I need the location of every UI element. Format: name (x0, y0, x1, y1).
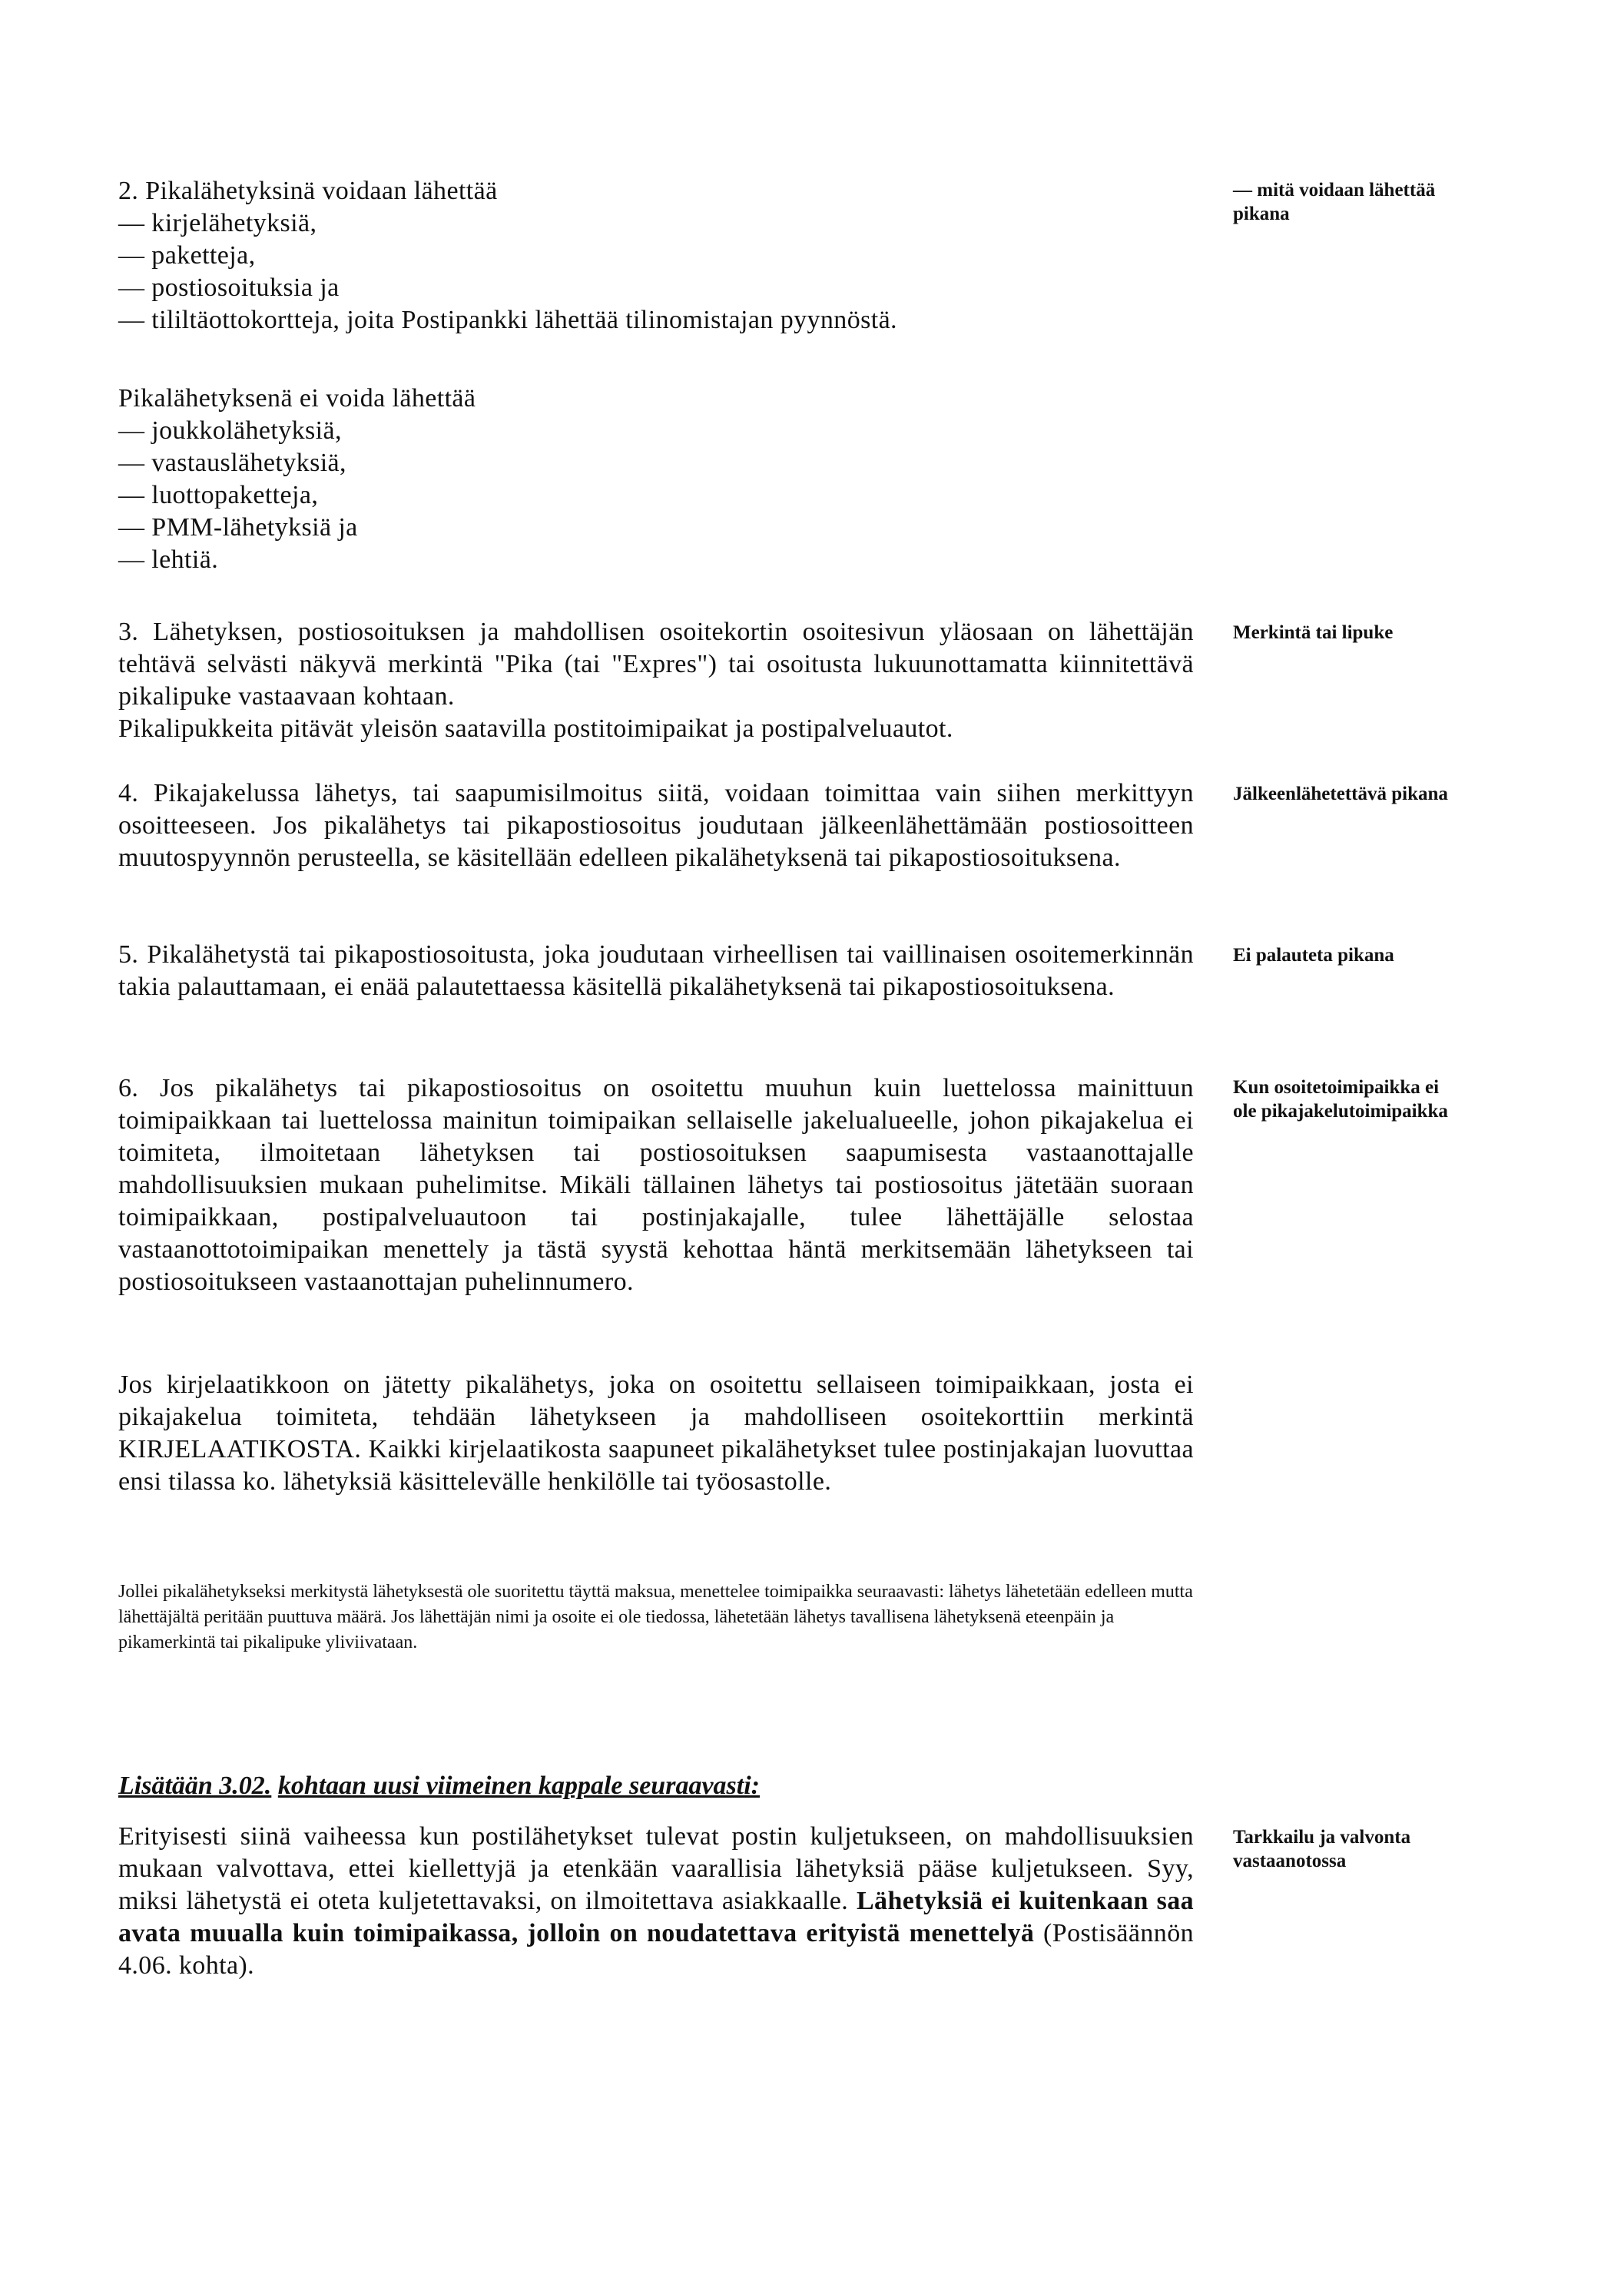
amendment-prefix: Lisätään 3.02. (118, 1772, 272, 1800)
amendment-heading (118, 1772, 760, 1801)
margin-note-section-3: Merkintä tai lipuke (1233, 622, 1394, 643)
not-allowed-item: — PMM-lähetyksiä ja (118, 513, 358, 542)
allowed-item: — kirjelähetyksiä, (118, 209, 317, 237)
not-allowed-item: — vastauslähetyksiä, (118, 449, 346, 477)
section-2-intro: 2. Pikalähetyksinä voidaan lähettää (118, 177, 498, 205)
allowed-item: — paketteja, (118, 241, 256, 270)
not-allowed-item: — lehtiä. (118, 545, 219, 574)
margin-note-section-5: Ei palauteta pikana (1233, 945, 1394, 966)
section-6 (118, 1072, 1194, 1298)
allowed-item: — tililtäottokortteja, joita Postipankki lähettää tilinomistajan pyynnöstä. (118, 306, 897, 334)
amendment-text-normal: Erityisesti siinä vaiheessa kun postilähetykset tulevat postin kuljetukseen, on mahdollisuuksien mukaan valvottava, ettei kiellettyjä ja etenkään vaarallisia lähetyksiä pääse kuljetukseen. Syy, miksi lähetystä ei oteta kuljetettavaksi, on ilmoitettava asiakkaalle. (118, 1822, 1194, 1915)
not-allowed-item: — luottopaketteja, (118, 481, 319, 509)
allowed-item: — postiosoituksia ja (118, 273, 340, 302)
small-print-note: Jollei pikalähetykseksi merkitystä lähetyksestä ole suoritettu täyttä maksua, menettelee toimipaikka seuraavasti: lähetys lähetetään edelleen mutta lähettäjältä peritään puuttuva määrä. Jos lähettäjän nimi ja osoite ei ole tiedossa, lähetetään lähetys tavallisena lähetyksenä eteenpäin ja pikamerkintä tai pikalipuke yliviivataan. (118, 1582, 1193, 1652)
section-4 (118, 777, 1194, 874)
margin-note-amendment: Tarkkailu ja valvonta vastaanotossa (1233, 1827, 1411, 1871)
not-allowed-item: — joukkolähetyksiä, (118, 416, 342, 445)
section-6-paragraph-2 (118, 1369, 1194, 1498)
section-3-text-2: Pikalipukkeita pitävät yleisön saatavilla postitoimipaikat ja postipalveluautot. (118, 714, 953, 743)
section-6-text: 6. Jos pikalähetys tai pikapostiosoitus on osoitettu muuhun kuin luettelossa mainittuun toimipaikkaan tai luettelossa mainitun toimipaikan sellaiselle jakelualueelle, johon pikajakelua ei toimiteta, ilmoitetaan lähetyksen tai postiosoituksen saapumisesta vastaanottajalle mahdollisuuksien mukaan puhelimitse. Mikäli tällainen lähetys tai postiosoitus jätetään suoraan toimipaikkaan, postipalveluautoon tai postinjakajalle, tulee lähettäjälle selostaa vastaanottotoimipaikan menettely ja tästä syystä kehottaa häntä merkitsemään lähetykseen tai postiosoitukseen vastaanottajan puhelinnumero. (118, 1074, 1194, 1296)
section-5-text: 5. Pikalähetystä tai pikapostiosoitusta, joka joudutaan virheellisen tai vaillinaisen osoitemerkinnän takia palauttamaan, ei enää palautettaessa käsitellä pikalähetyksenä tai pikapostiosoituksena. (118, 940, 1194, 1001)
not-allowed-list (118, 383, 1194, 576)
amendment-body (118, 1821, 1194, 1982)
not-allowed-intro: Pikalähetyksenä ei voida lähettää (118, 384, 476, 413)
section-3-text: 3. Lähetyksen, postiosoituksen ja mahdollisen osoitekortin osoitesivun yläosaan on lähettäjän tehtävä selvästi näkyvä merkintä "Pika (tai "Expres") tai osoitusta lukuunottamatta kiinnitettävä pikalipuke vastaavaan kohtaan. (118, 618, 1194, 711)
margin-note-section-2: — mitä voidaan lähettää pikana (1233, 180, 1436, 224)
section-5 (118, 939, 1194, 1003)
amendment-text-end: (Postisäännön 4.06. kohta). (118, 1919, 1194, 1980)
section-3 (118, 616, 1194, 745)
section-2 (118, 175, 1194, 336)
amendment-heading-rest: kohtaan uusi viimeinen kappale seuraavasti: (277, 1772, 760, 1800)
margin-note-section-4: Jälkeenlähetettävä pikana (1233, 784, 1448, 804)
amendment-text-bold: Lähetyksiä ei kuitenkaan saa avata muualla kuin toimipaikassa, jolloin on noudatettava erityistä menettelyä (118, 1887, 1194, 1947)
margin-note-section-6: Kun osoitetoimipaikka ei ole pikajakelutoimipaikka (1233, 1077, 1448, 1122)
section-4-text: 4. Pikajakelussa lähetys, tai saapumisilmoitus siitä, voidaan toimittaa vain siihen merkittyyn osoitteeseen. Jos pikalähetys tai pikapostiosoitus joudutaan jälkeenlähettämään postiosoitteen muutospyynnön perusteella, se käsitellään edelleen pikalähetyksenä tai pikapostiosoituksena. (118, 779, 1194, 872)
amendment-text (118, 1821, 1194, 1982)
section-6-text-2: Jos kirjelaatikkoon on jätetty pikalähetys, joka on osoitettu sellaiseen toimipaikkaan, josta ei pikajakelua toimiteta, tehdään lähetykseen ja mahdolliseen osoitekorttiin merkintä KIRJELAATIKOSTA. Kaikki kirjelaatikosta saapuneet pikalähetykset tulee postinjakajan luovuttaa ensi tilassa ko. lähetyksiä käsittelevälle henkilölle tai työosastolle. (118, 1371, 1194, 1496)
